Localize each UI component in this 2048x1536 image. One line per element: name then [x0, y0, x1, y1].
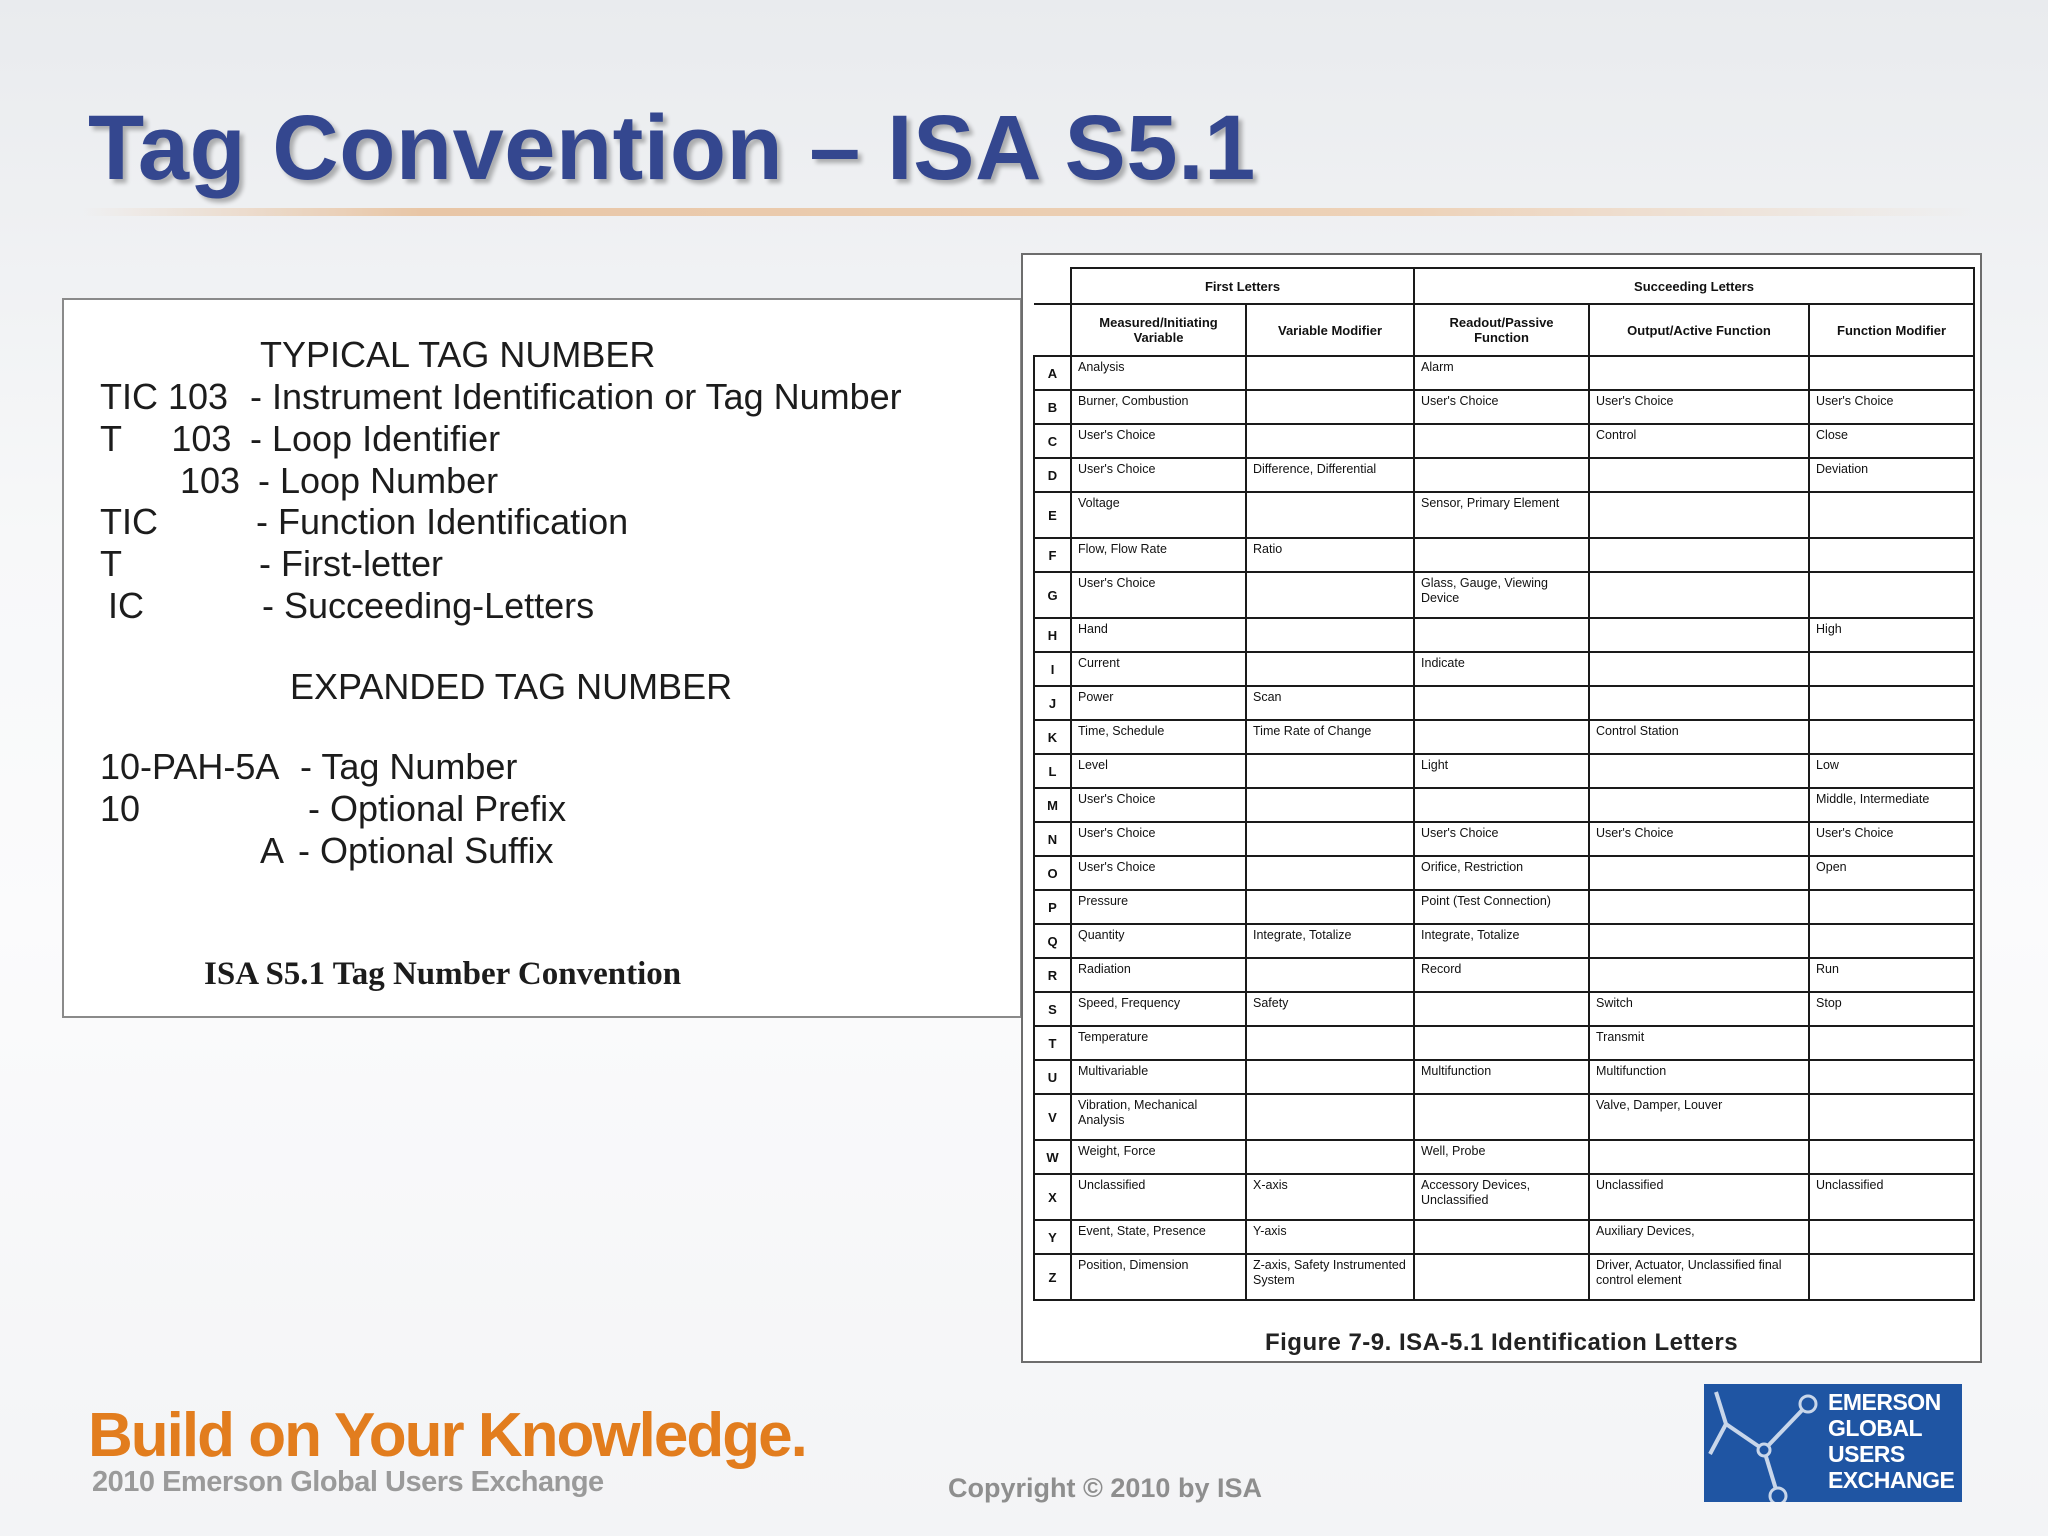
table-row [1034, 1026, 1974, 1060]
table-cell [1414, 538, 1589, 572]
column-header: Variable Modifier [1246, 304, 1414, 356]
table-cell: User's Choice [1071, 458, 1246, 492]
table-cell [1589, 754, 1809, 788]
table-cell [1589, 356, 1809, 390]
expanded-tag-heading: EXPANDED TAG NUMBER [290, 666, 733, 707]
table-cell [1809, 1140, 1974, 1174]
table-cell: High [1809, 618, 1974, 652]
table-row [1034, 686, 1974, 720]
row-letter: Q [1034, 924, 1071, 958]
typical-row-desc: - Loop Number [258, 460, 499, 501]
slide-title: Tag Convention – ISA S5.1 [88, 97, 1256, 199]
logo-text: USERS [1828, 1441, 1905, 1467]
typical-row-desc: - Instrument Identification or Tag Number [250, 376, 902, 417]
table-row [1034, 572, 1974, 618]
table-cell: User's Choice [1071, 572, 1246, 618]
table-cell [1246, 492, 1414, 538]
table-row [1034, 1174, 1974, 1220]
table-body [1034, 356, 1974, 1300]
row-letter: B [1034, 390, 1071, 424]
row-letter: A [1034, 356, 1071, 390]
typical-row-desc: - Loop Identifier [250, 418, 501, 459]
table-cell: Driver, Actuator, Unclassified final control element [1589, 1254, 1809, 1300]
table-cell [1246, 652, 1414, 686]
table-cell: Time Rate of Change [1246, 720, 1414, 754]
table-cell [1414, 992, 1589, 1026]
table-cell: X-axis [1246, 1174, 1414, 1220]
column-header: Measured/Initiating Variable [1071, 304, 1246, 356]
column-header: Function Modifier [1809, 304, 1974, 356]
table-cell: Safety [1246, 992, 1414, 1026]
row-letter: R [1034, 958, 1071, 992]
row-letter: D [1034, 458, 1071, 492]
table-cell: Light [1414, 754, 1589, 788]
table-cell: User's Choice [1071, 424, 1246, 458]
table-cell: User's Choice [1589, 822, 1809, 856]
table-cell: Accessory Devices, Unclassified [1414, 1174, 1589, 1220]
table-cell: Burner, Combustion [1071, 390, 1246, 424]
row-letter: N [1034, 822, 1071, 856]
logo-text: EMERSON [1828, 1389, 1941, 1415]
table-row [1034, 788, 1974, 822]
table-cell [1246, 572, 1414, 618]
emerson-exchange-logo [1704, 1384, 1962, 1502]
typical-row-desc: - Function Identification [256, 501, 629, 542]
table-cell: Sensor, Primary Element [1414, 492, 1589, 538]
table-cell: Hand [1071, 618, 1246, 652]
table-cell [1809, 538, 1974, 572]
table-cell: Scan [1246, 686, 1414, 720]
row-letter: S [1034, 992, 1071, 1026]
table-row [1034, 492, 1974, 538]
table-cell: Analysis [1071, 356, 1246, 390]
table-cell [1414, 618, 1589, 652]
expanded-row-desc: - Tag Number [300, 746, 518, 787]
table-cell: Y-axis [1246, 1220, 1414, 1254]
table-cell: Run [1809, 958, 1974, 992]
table-cell [1809, 1220, 1974, 1254]
table-cell [1589, 492, 1809, 538]
table-cell [1589, 890, 1809, 924]
table-cell: Temperature [1071, 1026, 1246, 1060]
table-cell: Power [1071, 686, 1246, 720]
typical-row-code: IC [108, 585, 144, 626]
table-cell: User's Choice [1809, 390, 1974, 424]
table-row [1034, 754, 1974, 788]
table-cell [1589, 652, 1809, 686]
table-cell: Difference, Differential [1246, 458, 1414, 492]
table-cell: Close [1809, 424, 1974, 458]
table-cell [1809, 1094, 1974, 1140]
title-divider [80, 208, 1980, 216]
typical-row-code: T 103 [100, 418, 232, 459]
table-cell [1809, 652, 1974, 686]
table-cell [1809, 1026, 1974, 1060]
row-letter: M [1034, 788, 1071, 822]
table-row [1034, 924, 1974, 958]
table-cell [1414, 686, 1589, 720]
table-cell: Well, Probe [1414, 1140, 1589, 1174]
table-cell [1414, 1026, 1589, 1060]
table-cell [1589, 958, 1809, 992]
table-cell [1414, 1094, 1589, 1140]
typical-row-code: TIC [100, 501, 158, 542]
footer-event: 2010 Emerson Global Users Exchange [92, 1466, 604, 1498]
table-cell: Ratio [1246, 538, 1414, 572]
column-header: Output/Active Function [1589, 304, 1809, 356]
identification-letters-table [1033, 267, 1975, 1301]
table-cell: User's Choice [1809, 822, 1974, 856]
typical-row-desc: - First-letter [259, 543, 443, 584]
table-row [1034, 822, 1974, 856]
table-cell: Flow, Flow Rate [1071, 538, 1246, 572]
table-cell [1246, 356, 1414, 390]
table-cell: User's Choice [1071, 788, 1246, 822]
row-letter: Y [1034, 1220, 1071, 1254]
table-cell: Unclassified [1809, 1174, 1974, 1220]
table-cell [1589, 538, 1809, 572]
table-cell: Position, Dimension [1071, 1254, 1246, 1300]
table-cell [1589, 1140, 1809, 1174]
row-letter: F [1034, 538, 1071, 572]
table-row [1034, 390, 1974, 424]
table-cell [1809, 1254, 1974, 1300]
table-cell: Switch [1589, 992, 1809, 1026]
table-cell [1809, 356, 1974, 390]
expanded-row-code: 10-PAH-5A [100, 746, 280, 787]
table-cell: User's Choice [1414, 390, 1589, 424]
row-letter: L [1034, 754, 1071, 788]
row-letter: K [1034, 720, 1071, 754]
table-cell: Level [1071, 754, 1246, 788]
table-cell: Weight, Force [1071, 1140, 1246, 1174]
column-header: Readout/Passive Function [1414, 304, 1589, 356]
table-cell [1589, 788, 1809, 822]
table-cell [1246, 390, 1414, 424]
table-cell [1809, 492, 1974, 538]
table-row [1034, 424, 1974, 458]
table-cell: Time, Schedule [1071, 720, 1246, 754]
table-cell [1589, 924, 1809, 958]
table-cell: Speed, Frequency [1071, 992, 1246, 1026]
table-cell: Voltage [1071, 492, 1246, 538]
table-cell: User's Choice [1589, 390, 1809, 424]
logo-text: EXCHANGE [1828, 1467, 1955, 1493]
table-cell: Integrate, Totalize [1414, 924, 1589, 958]
table-cell: Point (Test Connection) [1414, 890, 1589, 924]
typical-tag-heading: TYPICAL TAG NUMBER [260, 334, 656, 375]
table-cell [1246, 1094, 1414, 1140]
table-cell [1414, 1220, 1589, 1254]
table-cell: Vibration, Mechanical Analysis [1071, 1094, 1246, 1140]
table-cell [1414, 424, 1589, 458]
typical-row-code: T [100, 543, 122, 584]
row-letter: T [1034, 1026, 1071, 1060]
table-cell [1589, 856, 1809, 890]
table-cell: Indicate [1414, 652, 1589, 686]
expanded-row-desc: - Optional Prefix [308, 788, 567, 829]
row-letter: J [1034, 686, 1071, 720]
row-letter: X [1034, 1174, 1071, 1220]
row-letter: P [1034, 890, 1071, 924]
typical-row-desc: - Succeeding-Letters [262, 585, 595, 626]
table-cell: Event, State, Presence [1071, 1220, 1246, 1254]
table-cell: Quantity [1071, 924, 1246, 958]
table-cell: Z-axis, Safety Instrumented System [1246, 1254, 1414, 1300]
table-row [1034, 890, 1974, 924]
table-row [1034, 856, 1974, 890]
table-cell [1589, 572, 1809, 618]
table-row [1034, 1220, 1974, 1254]
table-row [1034, 618, 1974, 652]
table-cell: Multifunction [1589, 1060, 1809, 1094]
table-row [1034, 958, 1974, 992]
table-row [1034, 720, 1974, 754]
table-cell: Unclassified [1071, 1174, 1246, 1220]
table-cell [1246, 822, 1414, 856]
table-cell [1809, 924, 1974, 958]
table-cell: Pressure [1071, 890, 1246, 924]
table-cell: Transmit [1589, 1026, 1809, 1060]
footer-tagline: Build on Your Knowledge. [88, 1401, 806, 1470]
table-cell [1809, 1060, 1974, 1094]
row-letter: U [1034, 1060, 1071, 1094]
table-corner [1034, 304, 1071, 356]
table-cell [1809, 720, 1974, 754]
row-letter: V [1034, 1094, 1071, 1140]
table-cell [1246, 788, 1414, 822]
table-corner [1034, 268, 1071, 304]
table-row [1034, 1060, 1974, 1094]
table-cell: Record [1414, 958, 1589, 992]
typical-row-code: 103 [180, 460, 241, 501]
expanded-row-code: A [260, 830, 285, 871]
table-cell: Open [1809, 856, 1974, 890]
table-cell: User's Choice [1071, 856, 1246, 890]
group-header: First Letters [1071, 268, 1414, 304]
table-cell: Valve, Damper, Louver [1589, 1094, 1809, 1140]
row-letter: O [1034, 856, 1071, 890]
table-cell: Middle, Intermediate [1809, 788, 1974, 822]
table-cell [1589, 686, 1809, 720]
table-cell: Low [1809, 754, 1974, 788]
table-cell [1589, 618, 1809, 652]
table-cell [1414, 458, 1589, 492]
table-cell [1809, 572, 1974, 618]
table-row [1034, 538, 1974, 572]
table-row [1034, 458, 1974, 492]
table-cell: User's Choice [1414, 822, 1589, 856]
row-letter: W [1034, 1140, 1071, 1174]
table-cell [1246, 890, 1414, 924]
logo-text: GLOBAL [1828, 1415, 1923, 1441]
table-cell: Orifice, Restriction [1414, 856, 1589, 890]
group-header: Succeeding Letters [1414, 268, 1974, 304]
table-cell: User's Choice [1071, 822, 1246, 856]
table-cell [1809, 686, 1974, 720]
table-cell [1589, 458, 1809, 492]
table-row [1034, 652, 1974, 686]
table-cell: Multifunction [1414, 1060, 1589, 1094]
row-letter: G [1034, 572, 1071, 618]
table-cell [1809, 890, 1974, 924]
row-letter: C [1034, 424, 1071, 458]
table-cell [1246, 1140, 1414, 1174]
table-cell: Control [1589, 424, 1809, 458]
row-letter: H [1034, 618, 1071, 652]
table-cell: Current [1071, 652, 1246, 686]
expanded-row-code: 10 [100, 788, 141, 829]
table-row [1034, 1254, 1974, 1300]
table-cell: Control Station [1589, 720, 1809, 754]
row-letter: I [1034, 652, 1071, 686]
table-cell: Radiation [1071, 958, 1246, 992]
tag-number-panel [62, 298, 1022, 1018]
table-cell [1246, 1060, 1414, 1094]
table-cell: Multivariable [1071, 1060, 1246, 1094]
tag-panel-caption: ISA S5.1 Tag Number Convention [204, 956, 682, 992]
table-cell [1414, 1254, 1589, 1300]
table-cell: Unclassified [1589, 1174, 1809, 1220]
table-cell: Integrate, Totalize [1246, 924, 1414, 958]
row-letter: E [1034, 492, 1071, 538]
table-row [1034, 992, 1974, 1026]
identification-letters-figure [1021, 253, 1982, 1363]
table-row [1034, 356, 1974, 390]
table-cell [1246, 754, 1414, 788]
table-cell [1414, 788, 1589, 822]
table-cell: Alarm [1414, 356, 1589, 390]
table-cell: Deviation [1809, 458, 1974, 492]
expanded-row-desc: - Optional Suffix [298, 830, 554, 871]
table-cell: Stop [1809, 992, 1974, 1026]
table-cell [1246, 1026, 1414, 1060]
table-cell [1246, 424, 1414, 458]
table-cell [1414, 720, 1589, 754]
table-cell [1246, 958, 1414, 992]
footer-copyright: Copyright © 2010 by ISA [948, 1473, 1262, 1503]
table-cell: Auxiliary Devices, [1589, 1220, 1809, 1254]
table-cell: Glass, Gauge, Viewing Device [1414, 572, 1589, 618]
figure-caption: Figure 7-9. ISA-5.1 Identification Letters [1264, 1329, 1739, 1356]
table-row [1034, 1140, 1974, 1174]
table-cell [1246, 618, 1414, 652]
table-cell [1246, 856, 1414, 890]
table-row [1034, 1094, 1974, 1140]
row-letter: Z [1034, 1254, 1071, 1300]
typical-row-code: TIC 103 [100, 376, 229, 417]
